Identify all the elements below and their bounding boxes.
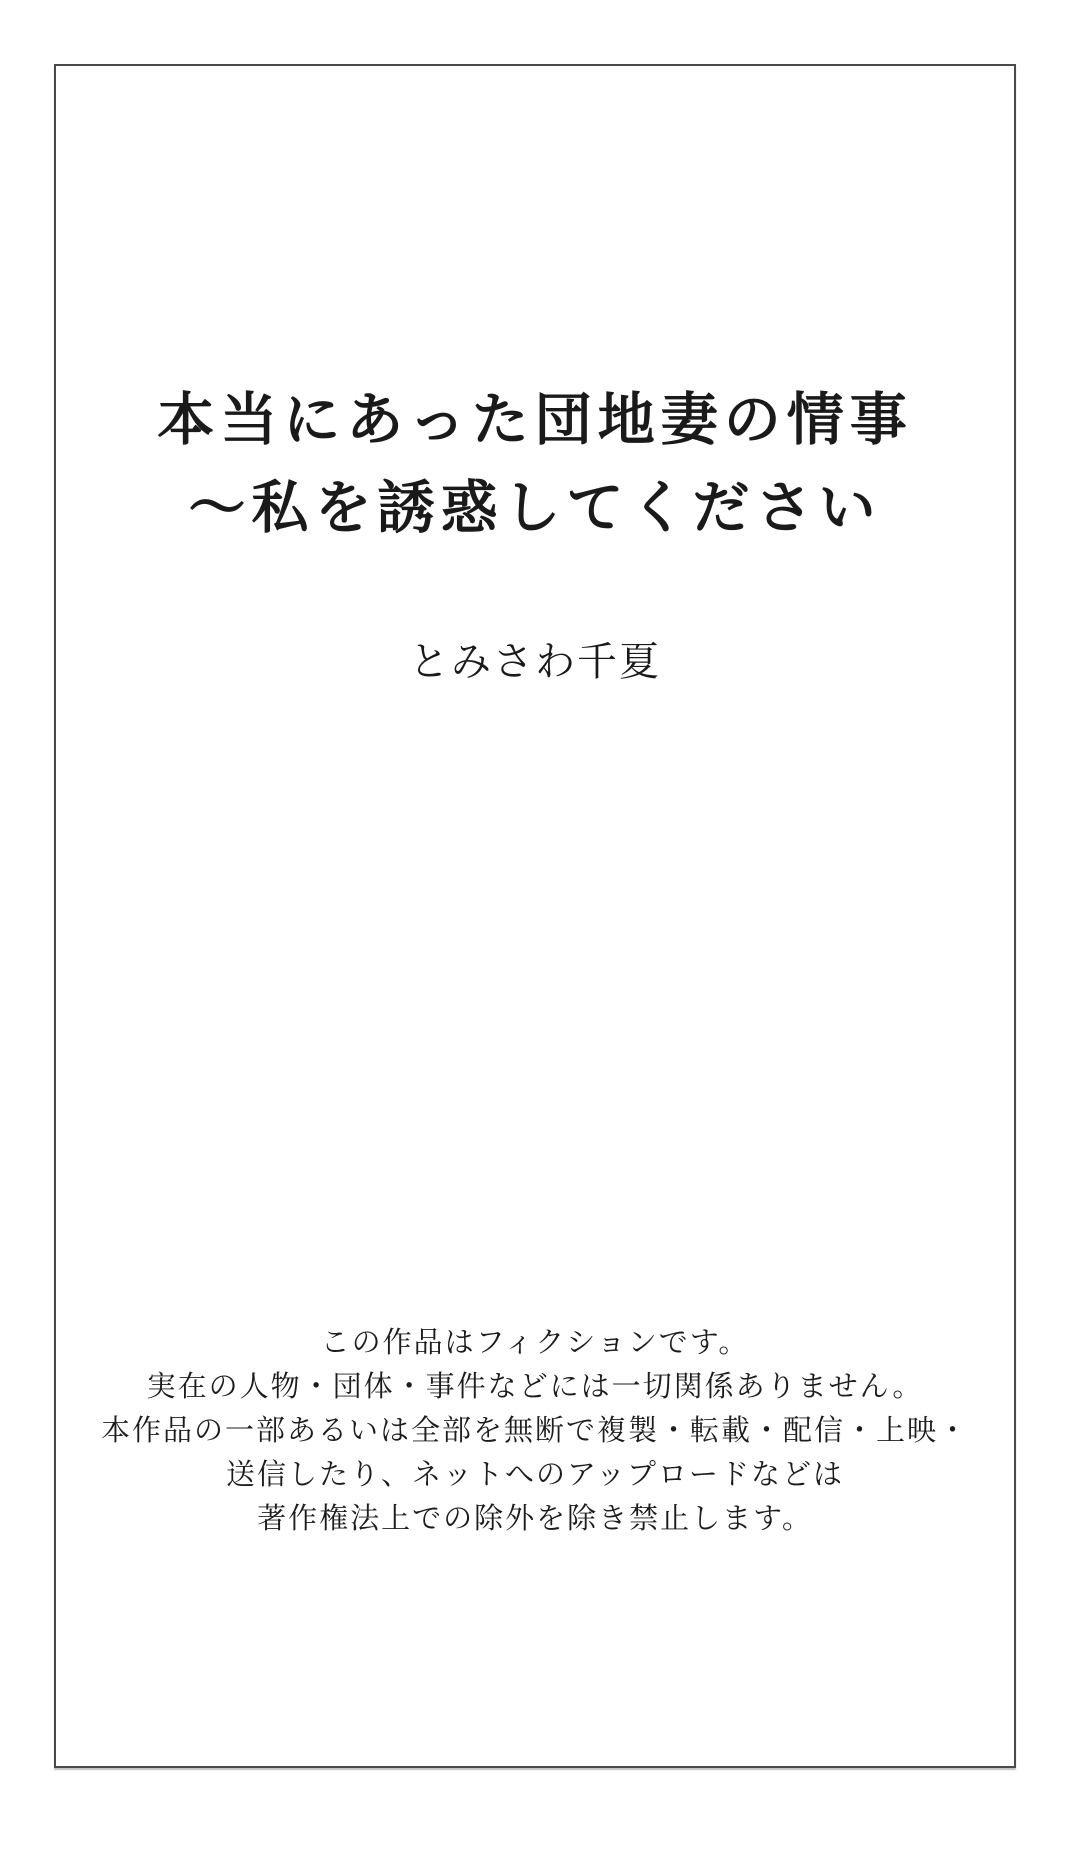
copyright-disclaimer xyxy=(56,1320,1014,1540)
book-title-line2: 〜私を誘惑してください xyxy=(188,474,882,541)
disclaimer-line: 送信したり、ネットへのアップロードなどは xyxy=(226,1457,844,1491)
disclaimer-line: 本作品の一部あるいは全部を無断で複製・転載・配信・上映・ xyxy=(100,1413,969,1447)
disclaimer-line: この作品はフィクションです。 xyxy=(320,1325,750,1359)
author-name: とみさわ千夏 xyxy=(409,639,661,685)
book-title-line1: 本当にあった団地妻の情事 xyxy=(157,386,913,453)
disclaimer-line: 著作権法上での除外を除き禁止します。 xyxy=(257,1501,813,1535)
disclaimer-line: 実在の人物・団体・事件などには一切関係ありません。 xyxy=(146,1369,924,1403)
page-border-frame xyxy=(54,64,1016,1768)
book-title xyxy=(56,376,1014,552)
